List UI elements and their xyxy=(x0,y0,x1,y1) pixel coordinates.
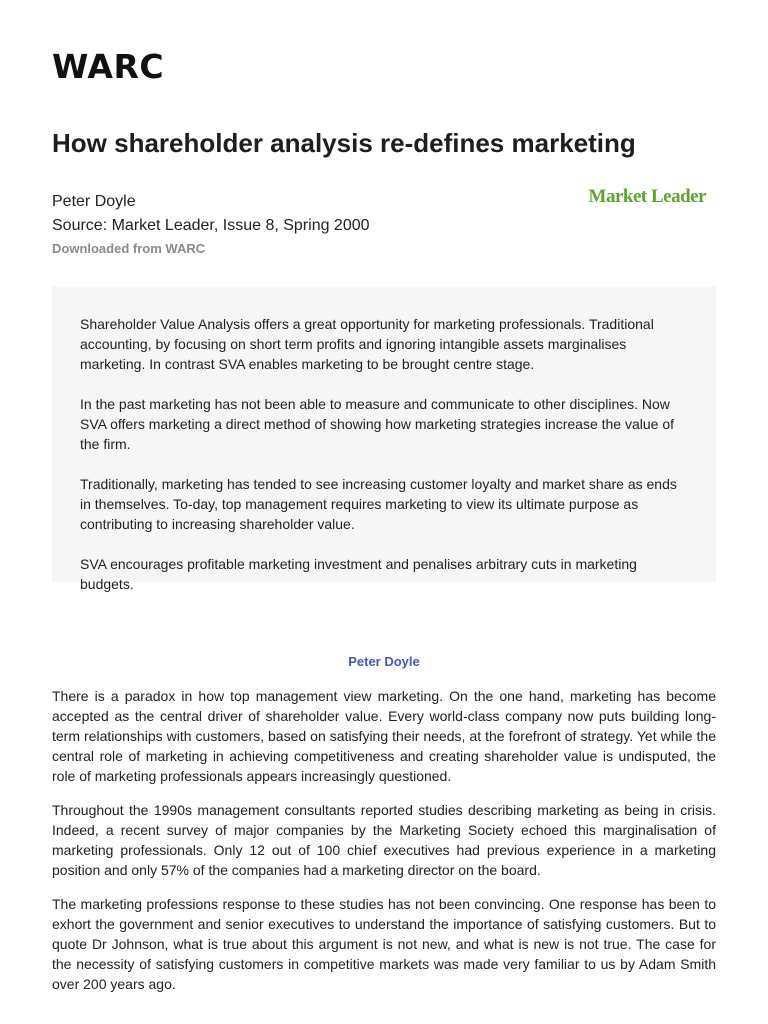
market-leader-logo: Market Leader xyxy=(588,186,706,207)
body-paragraph: Throughout the 1990s management consultants reported studies describing marketing as being in crisis. Indeed, a recent survey of major companies by the Marketing Society echoed this marginalisation of marketing professionals. Only 12 out of 100 chief executives had previous experience in a marketing position and only 57% of the companies had a marketing director on the board. xyxy=(52,802,716,878)
summary-box xyxy=(52,286,716,592)
summary-paragraph: Traditionally, marketing has tended to see increasing customer loyalty and market share as ends in themselves. To-day, top management requires marketing to view its ultimate purpose as contributing to increasing shareholder value. xyxy=(80,476,677,532)
summary-paragraph: Shareholder Value Analysis offers a great opportunity for marketing professionals. Traditional accounting, by focusing on short term profits and ignoring intangible assets marginalises marketing. In contrast SVA enables marketing to be brought centre stage. xyxy=(80,316,654,372)
article-title: How shareholder analysis re-defines marketing xyxy=(52,128,636,158)
source-line: Source: Market Leader, Issue 8, Spring 2000 xyxy=(52,217,370,234)
warc-logo: WARC xyxy=(52,47,165,86)
downloaded-note: Downloaded from WARC xyxy=(52,241,206,256)
author-name: Peter Doyle xyxy=(52,193,136,210)
byline: Peter Doyle xyxy=(348,654,420,669)
article-meta xyxy=(52,190,370,260)
body-paragraph: There is a paradox in how top management view marketing. On the one hand, marketing has become accepted as the central driver of shareholder value. Every world-class company now puts building long-term relationships with customers, based on satisfying their needs, at the forefront of strategy. Yet while the central role of marketing in achieving competitiveness and creating shareholder value is undisputed, the role of marketing professionals appears increasingly questioned. xyxy=(52,688,716,784)
article-body xyxy=(52,686,716,1008)
summary-paragraph: SVA encourages profitable marketing investment and penalises arbitrary cuts in marketing budgets. xyxy=(80,556,637,592)
body-paragraph: The marketing professions response to these studies has not been convincing. One response has been to exhort the government and senior executives to understand the importance of satisfying customers. But to quote Dr Johnson, what is true about this argument is not new, and what is new is not true. The case for the necessity of satisfying customers in competitive markets was made very familiar to us by Adam Smith over 200 years ago. xyxy=(52,896,716,992)
summary-paragraph: In the past marketing has not been able to measure and communicate to other disciplines. Now SVA offers marketing a direct method of showing how marketing strategies increase the value of the firm. xyxy=(80,396,675,452)
